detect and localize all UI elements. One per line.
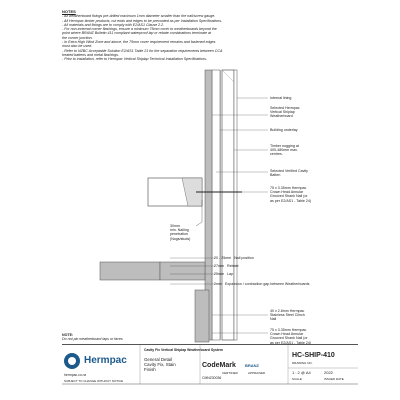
- label-line: as per E2/AS1 - Table 24): [270, 198, 312, 203]
- website[interactable]: hermpac.co.nz: [64, 373, 87, 377]
- note-line: - Refer to NZBC Acceptable Solution E2/AS1 Table 21 for the separation requirements between CCA: [62, 48, 223, 53]
- footer-note-heading: NOTE:: [62, 333, 74, 337]
- penetration-leader: [196, 222, 202, 226]
- dim-value: 27mm: [214, 264, 224, 268]
- note-line: - Prior to installation, refer to Hermpac Vertical Shiplap Technical Installation Specifications.: [62, 57, 207, 62]
- dim-value: 20 - 25mm: [214, 256, 232, 260]
- dim-label-c: [214, 272, 233, 276]
- note-line: - All weatherboard fixings pre-drilled maximum 1mm diameter smaller than the nail/screw gauge.: [62, 14, 216, 19]
- detail-line: General Detail: [144, 357, 173, 362]
- dim-label-b: [214, 264, 239, 268]
- disclaimer: SUBJECT TO CHANGE WITHOUT NOTICE: [64, 379, 124, 383]
- hermpac-logo-icon: [64, 353, 80, 369]
- dim-desc: Nail position: [234, 256, 254, 260]
- detail-line: Cavity Fix, Stain: [144, 362, 176, 367]
- label-line: min. Nailing: [170, 228, 189, 233]
- stud-framing: [222, 70, 234, 340]
- dim-label-d: [214, 282, 309, 286]
- label-line: as per E2/AS1 - Table 24): [270, 340, 312, 345]
- plan-board-left: [100, 262, 160, 280]
- label-line: Selected Verified Cavity: [270, 169, 308, 173]
- label-line: 75 x 3.35mm Hermpac: [270, 328, 307, 332]
- label-line: Timber nogging at: [270, 144, 299, 148]
- detail-line: Finish: [144, 367, 156, 372]
- branz-logo: BRANZ: [245, 363, 259, 368]
- label-line: Grooved Shank Nail (or: [270, 194, 308, 199]
- brand-name: Hermpac: [84, 355, 127, 366]
- codemark-logo: CodeMark: [202, 362, 236, 369]
- label-line: Vertical Shiplap: [270, 110, 295, 115]
- note-line: point where BRANZ Bulletin 411 compliant waterproof lap or rebate combinations terminate at: [62, 31, 211, 36]
- label-line: 30mm: [170, 224, 180, 228]
- branz-sub: APPRAISED: [248, 371, 266, 375]
- label-line: penetration: [170, 232, 188, 237]
- label-nail: [270, 186, 311, 203]
- drawing-label: DRAWING NO.: [292, 361, 313, 365]
- scale-value: 1 : 2 @ A4: [292, 370, 311, 375]
- codemark-number: CMNZ30036: [202, 376, 222, 380]
- label-line: 400-480mm max.: [270, 148, 298, 153]
- dim-value: 2mm: [214, 282, 222, 286]
- plan-board-right: [160, 262, 205, 280]
- label-line: Grooved Shank Nail (or: [270, 336, 308, 341]
- footer-note-text: Do not pin weatherboard laps or faces: [62, 337, 123, 342]
- footer-note: [62, 333, 123, 341]
- label-cavity-batten: [270, 169, 308, 177]
- note-line: - For non-external corner flashings, ensure a minimum 75mm cover to weatherboards beyond the: [62, 27, 217, 32]
- label-line: Weatherboard: [270, 114, 293, 119]
- label-internal-lining: Internal lining: [270, 96, 292, 100]
- cavity-batten: [212, 70, 220, 340]
- dim-desc: Expansion / contraction gap between Weatherboards: [225, 282, 310, 286]
- internal-lining: [234, 70, 237, 340]
- drawing-number: HC-SHIP-410: [292, 352, 335, 359]
- label-selected-weatherboard: [270, 106, 300, 119]
- label-timber-nogging: [270, 144, 299, 157]
- note-line: treated battens and metal flashings.: [62, 52, 119, 57]
- year-value: 2022: [324, 370, 333, 375]
- label-building-underlay: Building underlay: [270, 128, 298, 132]
- label-penetration: [170, 224, 190, 241]
- codemark-sub: CERTIFIED: [222, 371, 238, 375]
- lower-board: [195, 290, 209, 342]
- note-line: the corner junction.: [62, 35, 93, 40]
- label-line: Stainless Steel Clinch: [270, 313, 305, 318]
- label-line: Selected Hermpac: [270, 106, 300, 110]
- label-line: 40 x 2.8mm Hermpac: [270, 309, 305, 313]
- label-line: Crown Head Annular: [270, 190, 304, 195]
- scale-label: SCALE: [292, 377, 302, 381]
- label-nail-2: [270, 328, 311, 345]
- dim-value: 25mm: [214, 272, 224, 276]
- note-line: - All materials and fixings are to comply with E2/AS1 Clause 2.2.: [62, 22, 165, 27]
- note-line: - All Hermpac timber products, cut ends and edges to be precoated as per Installation Specifications.: [62, 18, 223, 23]
- label-line: (Nogs/studs): [170, 236, 191, 241]
- label-line: Batten: [270, 173, 281, 178]
- dim-desc: Lap: [227, 272, 233, 276]
- label-line: 75 x 3.35mm Hermpac: [270, 186, 307, 190]
- detail-title: [144, 357, 176, 372]
- label-line: Nail: [270, 317, 277, 322]
- label-screw: [270, 309, 305, 322]
- notes-heading: NOTES: [62, 9, 76, 14]
- dim-label-a: [214, 256, 254, 260]
- stud-diagonal: [222, 70, 234, 82]
- dim-desc: Rebate: [227, 264, 239, 268]
- note-line: must also be used.: [62, 44, 93, 49]
- system-title: Cavity Fix Vertical Shiplap Weatherboard System: [144, 348, 223, 352]
- label-line: centres.: [270, 152, 283, 157]
- label-line: Crown Head Annular: [270, 332, 304, 337]
- issue-label: ISSUED DATE: [324, 377, 344, 381]
- note-line: - In Extra High Wind Zone and above, the 75mm cover requirement remains and fastened edges: [62, 40, 216, 45]
- hermpac-logo: [62, 352, 132, 370]
